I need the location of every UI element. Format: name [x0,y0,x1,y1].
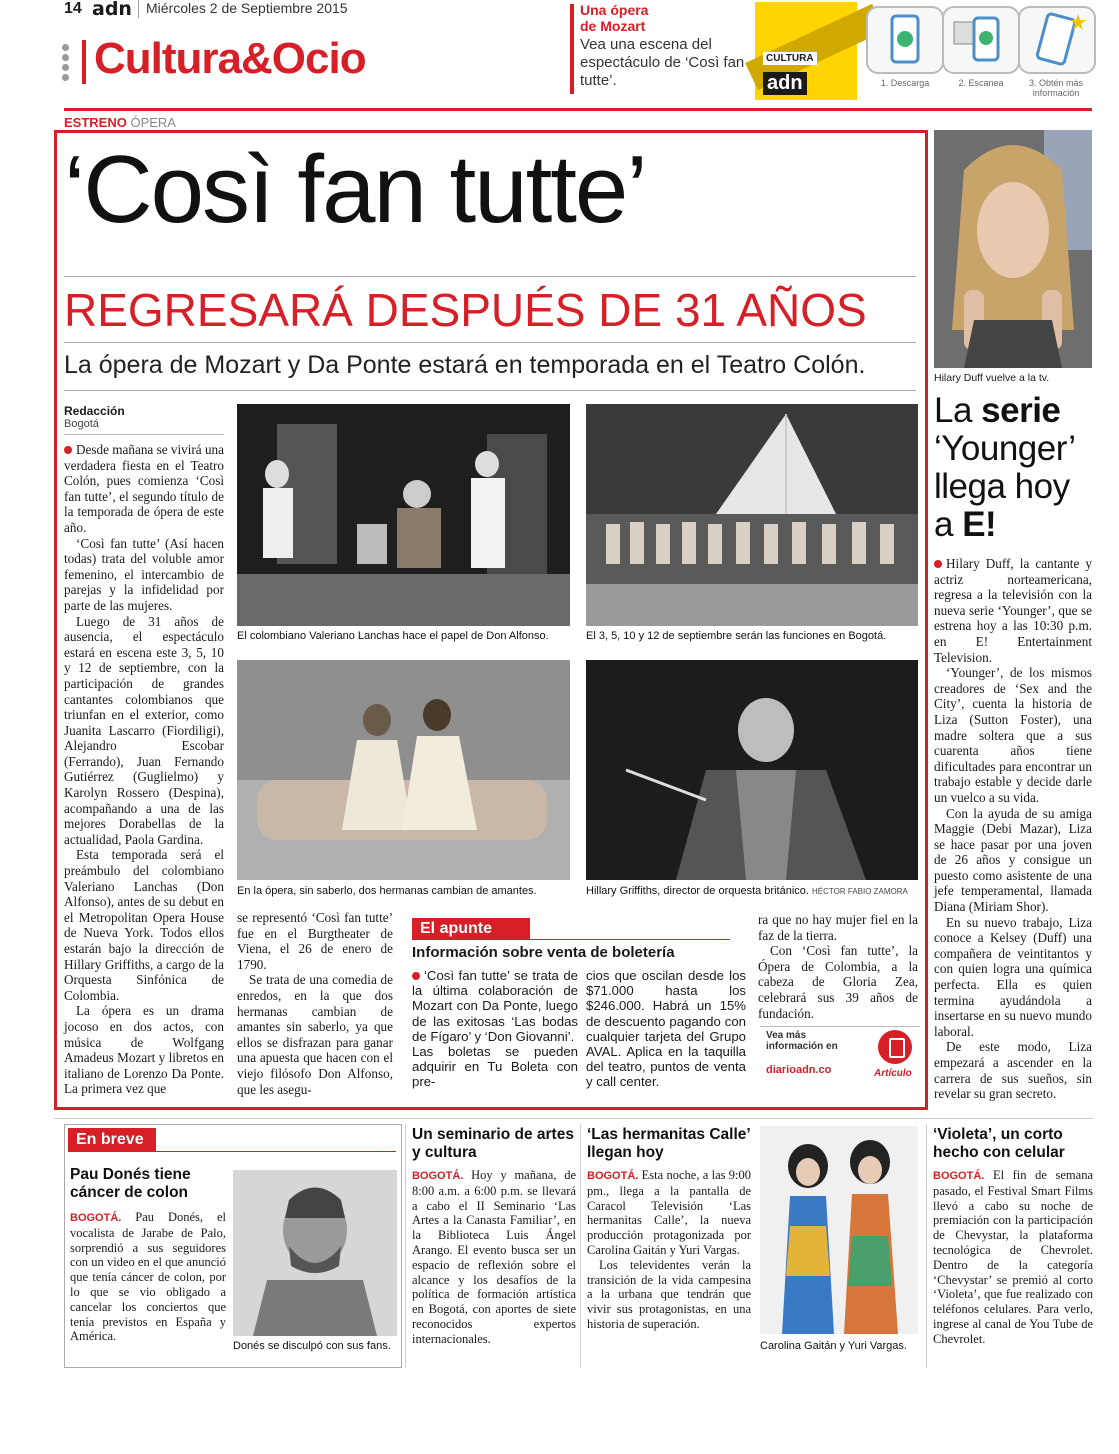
apunte-tab: El apunte [412,918,530,940]
article-column-1 [64,442,224,1097]
photo-don-alfonso [237,404,570,626]
paragraph: Luego de 31 años de ausencia, el espectáculo estará en escena este 3, 5, 10 y 12 de septiembre, con la participación de grandes cantantes colombianos que triunfan en el exterior, como Juanita Lascarro (Fiordiligi), Alejandro Escobar (Ferrando), Juan Fernando Gutiérrez (Guglielmo) y Karolyn Rossero (Despina), acompañando a una de las mejores Dorabellas de la actualidad, Paola Gardina. [64,613,224,847]
section-accent-bar [82,40,86,84]
cultura-adn-app-badge[interactable] [755,2,857,100]
promo-title-line1: Una ópera [580,2,649,18]
brief-1-text [70,1210,226,1360]
photo-caption-4-text: Hillary Griffiths, director de orquesta británico. [586,885,809,897]
article-column-3 [758,912,918,1021]
promo-title-line2: de Mozart [580,18,646,34]
sisters-scene-image [237,660,570,880]
kicker [64,115,176,130]
brief-1-body: Pau Donés, el vocalista de Jarabe de Palo, sorprendió a sus seguidores con un video en el que anunció que tenía cáncer de colon, por lo que se vio obligado a cancelar los conciertos que tenía previstos en España y América. [70,1210,226,1344]
column-divider [926,1124,927,1368]
brief-4-text [933,1168,1093,1358]
brief-3-headline: ‘Las hermanitas Calle’ llegan hoy [587,1126,750,1161]
kicker-secondary: ÓPERA [130,115,176,130]
brief-4-city: BOGOTÁ. [933,1170,985,1182]
paragraph: Con la ayuda de su amiga Maggie (Debi Mazar), Liza se hace pasar por una joven de 26 años y consigue un puesto como asistente de una jefe temperamental, llamada Diana (Miriam Shor). [934,805,1092,915]
apunte-text-1b: Las boletas se pueden adquirir en Tu Boleta con pre- [412,1044,578,1090]
phone-info-svg [1020,8,1094,72]
byline: Redacción [64,404,125,418]
photo-director [586,660,918,880]
badge-label-cultura: CULTURA [763,52,817,65]
paragraph: ‘Younger’, de los mismos creadores de ‘Sex and the City’, cuenta la historia de Liza (Sutton Foster), una madre soltera que a sus cuarenta años tiene dificultades para encontrar un trabajo estable y decide darle un vuelco a su vida. [934,665,1092,805]
photo-hilary-duff [934,130,1092,368]
brief-1-city: BOGOTÁ. [70,1212,122,1224]
kicker-primary: ESTRENO [64,115,127,130]
apunte-text-1: ‘Così fan tutte’ se trata de la última colaboración de Mozart con Da Ponte, luego de las exitosas ‘Las bodas de Fígaro’ y ‘Don Giovanni’. [412,968,578,1044]
step-label-1: 1. Descarga [880,78,930,88]
dek-rule [64,390,916,391]
apunte-column-1 [412,968,578,1088]
phone-info-icon[interactable] [1018,6,1096,74]
promo-accent-bar [570,4,574,94]
chorus-scene-image [586,404,918,626]
header-divider [138,0,139,18]
brief-2-body: Hoy y mañana, de 8:00 a.m. a 6:00 p.m. se llevará a cabo el II Seminario ‘Las Artes a la Canasta Familiar’, en la Biblioteca Luis Ángel Arango. El evento busca ser un espacio de reflexión sobre el alcance y los desafíos de la política de formación artística en Bogotá, con aportes de siete reconocidos expertos internacionales. [412,1168,577,1346]
section-dots [62,44,70,84]
red-bullet-icon [412,972,420,980]
header-rule [64,108,1092,111]
phone-download-icon[interactable] [866,6,944,74]
paragraph: Hilary Duff, la cantante y actriz norteamericana, regresa a la televisión con la nueva serie ‘Younger’, que se estrena hoy a las 10:30 p.m. en E! Entertainment Television. [934,556,1092,665]
brief-3-body-2: Los televidentes verán la transición de la vida campesina a la urbana que tendrán que vivir sus protagonistas, en una historia de superación. [587,1257,751,1331]
brief-1-headline: Pau Donés tiene cáncer de colon [70,1166,191,1201]
paragraph: De este modo, Liza empezará a ascender en la carrera de sus sueños, sin revelar su gran secreto. [934,1039,1092,1102]
photo-caption-2: El 3, 5, 10 y 12 de septiembre serán las funciones en Bogotá. [586,630,887,642]
paragraph: se representó ‘Così fan tutte’ fue en el Burgtheater de Viena, el 26 de enero de 1790. [237,910,393,972]
sidebar-head-bold: serie [981,391,1061,430]
photo-credit: HÉCTOR FABIO ZAMORA [812,887,908,896]
byline-city: Bogotá [64,418,99,430]
promo-title [580,2,760,34]
brief-1-caption: Donés se disculpó con sus fans. [233,1340,391,1352]
photo-hermanas [237,660,570,880]
column-divider [580,1124,581,1368]
dek: La ópera de Mozart y Da Ponte estará en temporada en el Teatro Colón. [64,351,866,379]
promo-text: Vea una escena del espectáculo de ‘Così fan tutte’. [580,36,745,89]
section-title: Cultura&Ocio [94,34,366,83]
en-breve-tab: En breve [68,1128,156,1152]
brief-3-city: BOGOTÁ. [587,1170,639,1182]
badge-label-adn: adn [763,72,807,95]
red-bullet-icon [934,560,942,568]
conductor-image [586,660,918,880]
paragraph: ‘Così fan tutte’ (Así hacen todas) trata del voluble amor femenino, el intercambio de parejas y la infidelidad por parte de las mujeres. [64,535,224,613]
headline-rule [64,276,916,277]
sidebar-body [934,556,1092,1102]
sidebar-head-part2: ‘Younger’ llega hoy a [934,429,1075,544]
paragraph: Esta temporada será el preámbulo del colombiano Valeriano Lanchas (Don Alfonso), antes de su debut en el Metropolitan Opera House de Nueva York. Todos ellos estarán bajo la dirección de Hillary Griffiths, a cargo de la Orquesta Sinfónica de Colombia. [64,847,224,1003]
step-label-3: 3. Obtén más información [1028,78,1084,98]
brief-3-body: Esta noche, a las 9:00 pm., llega a la pantalla de Caracol Televisión ‘Las hermanitas Calle’, la nueva producción protagonizada por Carolina Gaitán y Yuri Vargas. [587,1168,752,1257]
brief-2-headline: Un seminario de artes y cultura [412,1126,574,1161]
brief-4-headline: ‘Violeta’, un corto hecho con celular [933,1126,1065,1161]
sidebar-photo-caption: Hilary Duff vuelve a la tv. [934,372,1050,384]
sidebar-headline [934,392,1094,544]
bottom-rule [54,1118,1094,1119]
apunte-column-2: cios que oscilan desde los $71.000 hasta los $246.000. Habrá un 15% de descuento pagando con cualquier tarjeta del Grupo AVAL. Aplica en la taquilla del teatro, puntos de venta y call center. [586,968,746,1090]
newspaper-logo: adn [92,0,132,20]
brief-4-body: El fin de semana pasado, el Festival Smart Films llevó a cabo su noche de premiación con la participación de Chevystar, la plataforma tecnológica de Chevrolet. Dentro de la categoría ‘Chevystar’ se premió al corto ‘Violeta’, que fue realizado con teléfonos celulares. Para verlo, ingrese al canal de You Tube de Chevrolet. [933,1168,1093,1346]
phone-scan-svg [944,8,1018,72]
photo-caption-4 [586,885,926,898]
apunte-rule [530,939,730,940]
step-label-2: 2. Escanea [958,78,1004,88]
apunte-headline: Información sobre venta de boletería [412,944,675,961]
paragraph: Con ‘Così fan tutte’, la Ópera de Colombia, a la cabeza de Gloria Zea, celebrará sus 39 años de fundación. [758,943,918,1021]
photo-caption-3: En la ópera, sin saberlo, dos hermanas cambian de amantes. [237,885,537,897]
article-column-2 [237,910,393,1097]
paragraph: ra que no hay mujer fiel en la faz de la tierra. [758,912,918,943]
stage-scene-image [237,404,570,626]
issue-date: Miércoles 2 de Septiembre 2015 [146,0,348,16]
brief-2-text [412,1168,576,1358]
column-divider [405,1124,406,1368]
brief-3-caption: Carolina Gaitán y Yuri Vargas. [760,1340,907,1352]
photo-caption-1: El colombiano Valeriano Lanchas hace el papel de Don Alfonso. [237,630,549,642]
photo-hermanitas-calle [760,1126,918,1334]
phone-download-svg [868,8,942,72]
article-label: Artículo [874,1068,912,1079]
byline-rule [64,434,224,435]
photo-pau-dones [233,1170,397,1336]
phone-scan-icon[interactable] [942,6,1020,74]
hermanitas-calle-image [760,1126,918,1334]
article-icon[interactable] [878,1030,912,1064]
sidebar-head-bold2: E! [962,505,997,544]
pau-dones-image [233,1170,397,1336]
paragraph: Se trata de una comedia de enredos, en la que dos hermanas cambian de amantes sin saberlo, ya que ellos se disfrazan para ganar una apuesta que hacen con el viejo filósofo Don Alfonso, que les asegu- [237,972,393,1097]
vermas-link[interactable]: diarioadn.co [766,1064,832,1076]
brief-3-text [587,1168,751,1358]
paragraph: En su nuevo trabajo, Liza conoce a Kelsey (Duff) una compañera de veintitantos y con quien logra una química perfecta. Ella es quien termina ayudándola a insertarse en su nuevo mundo laboral. [934,914,1092,1039]
hilary-duff-image [934,130,1092,368]
page-number: 14 [64,0,82,17]
subheadline: REGRESARÁ DESPUÉS DE 31 AÑOS [64,284,867,336]
headline: ‘Così fan tutte’ [64,136,646,243]
photo-funciones [586,404,918,626]
brief-2-city: BOGOTÁ. [412,1170,464,1182]
subhead-rule [64,342,916,343]
paragraph: Desde mañana se vivirá una verdadera fiesta en el Teatro Colón, pues comienza ‘Così fan tutte’, el segundo título de la temporada de ópera de este año. [64,442,224,535]
sidebar-head-part1: La [934,391,982,430]
red-bullet-icon [64,446,72,454]
vermas-text: Vea más información en [766,1030,838,1052]
en-breve-rule [156,1151,396,1152]
paragraph: La ópera es un drama jocoso en dos actos, con música de Wolfgang Amadeus Mozart y libretos en italiano de Lorenzo Da Ponte. La primera vez que [64,1003,224,1097]
